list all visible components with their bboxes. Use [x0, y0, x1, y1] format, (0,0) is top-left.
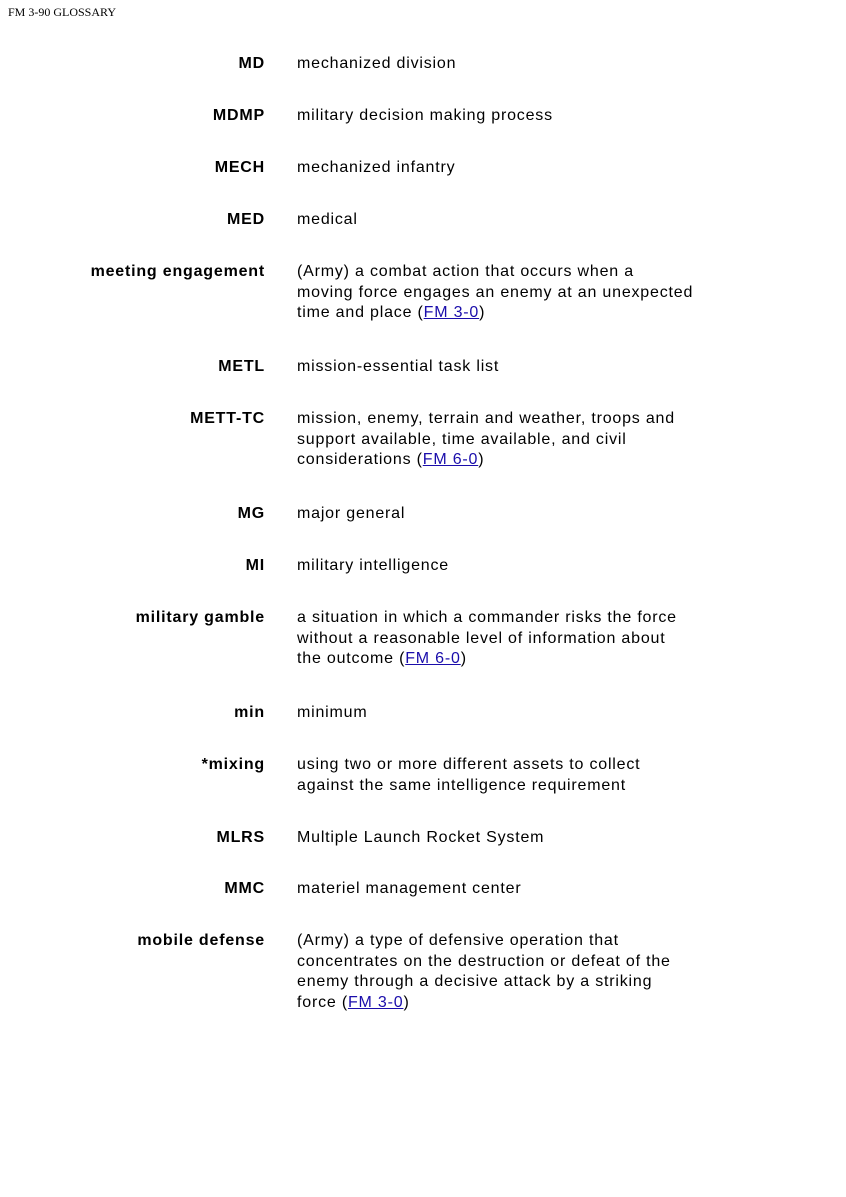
glossary-term: *mixing — [201, 756, 265, 773]
glossary-definition — [297, 879, 767, 900]
definition-line: against the same intelligence requirement — [297, 776, 626, 794]
definition-line: enemy through a decisive attack by a striking — [297, 973, 653, 991]
glossary-definition — [297, 828, 767, 849]
definition-line: concentrates on the destruction or defeat of the — [297, 952, 671, 970]
definition-line: considerations (FM 6-0) — [297, 451, 485, 469]
glossary-definition — [297, 703, 767, 724]
glossary-definition — [297, 210, 767, 231]
definition-line: the outcome (FM 6-0) — [297, 650, 467, 668]
definition-line: mission, enemy, terrain and weather, troops and — [297, 410, 675, 427]
reference-link[interactable]: FM 3-0 — [347, 993, 404, 1011]
glossary-definition — [297, 608, 767, 670]
definition-line: mechanized division — [297, 55, 457, 72]
glossary-term: MD — [238, 55, 265, 72]
glossary-definition — [297, 504, 767, 525]
glossary-definition — [297, 54, 767, 75]
reference-link[interactable]: FM 3-0 — [423, 304, 480, 322]
glossary-definition — [297, 556, 767, 577]
glossary-term: MECH — [214, 159, 265, 176]
definition-line: time and place (FM 3-0) — [297, 304, 486, 322]
definition-line: moving force engages an enemy at an unexpected — [297, 283, 694, 301]
glossary-definition — [297, 409, 767, 471]
glossary-term: MED — [227, 211, 265, 228]
reference-link[interactable]: FM 6-0 — [422, 451, 479, 469]
reference-link[interactable]: FM 6-0 — [405, 650, 461, 668]
definition-line: mechanized infantry — [297, 159, 456, 176]
glossary-term: mobile defense — [137, 932, 265, 949]
glossary-definition — [297, 106, 767, 127]
definition-line: a situation in which a commander risks the force — [297, 609, 677, 626]
glossary-term: meeting engagement — [90, 263, 265, 280]
definition-line: materiel management center — [297, 880, 522, 897]
definition-line: (Army) a type of defensive operation that — [297, 932, 619, 949]
glossary-definition — [297, 755, 767, 796]
definition-line: major general — [297, 505, 406, 522]
definition-line: military intelligence — [297, 557, 449, 574]
definition-line: support available, time available, and civil — [297, 430, 627, 448]
definition-line: Multiple Launch Rocket System — [297, 829, 545, 846]
definition-line: minimum — [297, 704, 368, 721]
glossary-term: MI — [245, 557, 265, 574]
glossary-term: MMC — [224, 880, 265, 897]
glossary-term: min — [234, 704, 265, 721]
glossary-term: METT-TC — [190, 410, 265, 427]
definition-line: (Army) a combat action that occurs when a — [297, 263, 634, 280]
page-header: FM 3-90 GLOSSARY — [8, 5, 117, 19]
glossary-term: MG — [237, 505, 265, 522]
glossary-definition — [297, 262, 767, 324]
definition-line: medical — [297, 211, 358, 228]
glossary-term: military gamble — [135, 609, 265, 626]
glossary-definition — [297, 931, 767, 1013]
glossary-definition — [297, 357, 767, 378]
definition-line: force (FM 3-0) — [297, 993, 410, 1011]
glossary-definition — [297, 158, 767, 179]
definition-line: military decision making process — [297, 107, 553, 124]
definition-line: using two or more different assets to collect — [297, 756, 641, 773]
glossary-term: METL — [218, 358, 265, 375]
glossary-term: MDMP — [212, 107, 265, 124]
glossary-term: MLRS — [216, 829, 265, 846]
definition-line: mission-essential task list — [297, 358, 500, 375]
definition-line: without a reasonable level of information about — [297, 629, 666, 647]
